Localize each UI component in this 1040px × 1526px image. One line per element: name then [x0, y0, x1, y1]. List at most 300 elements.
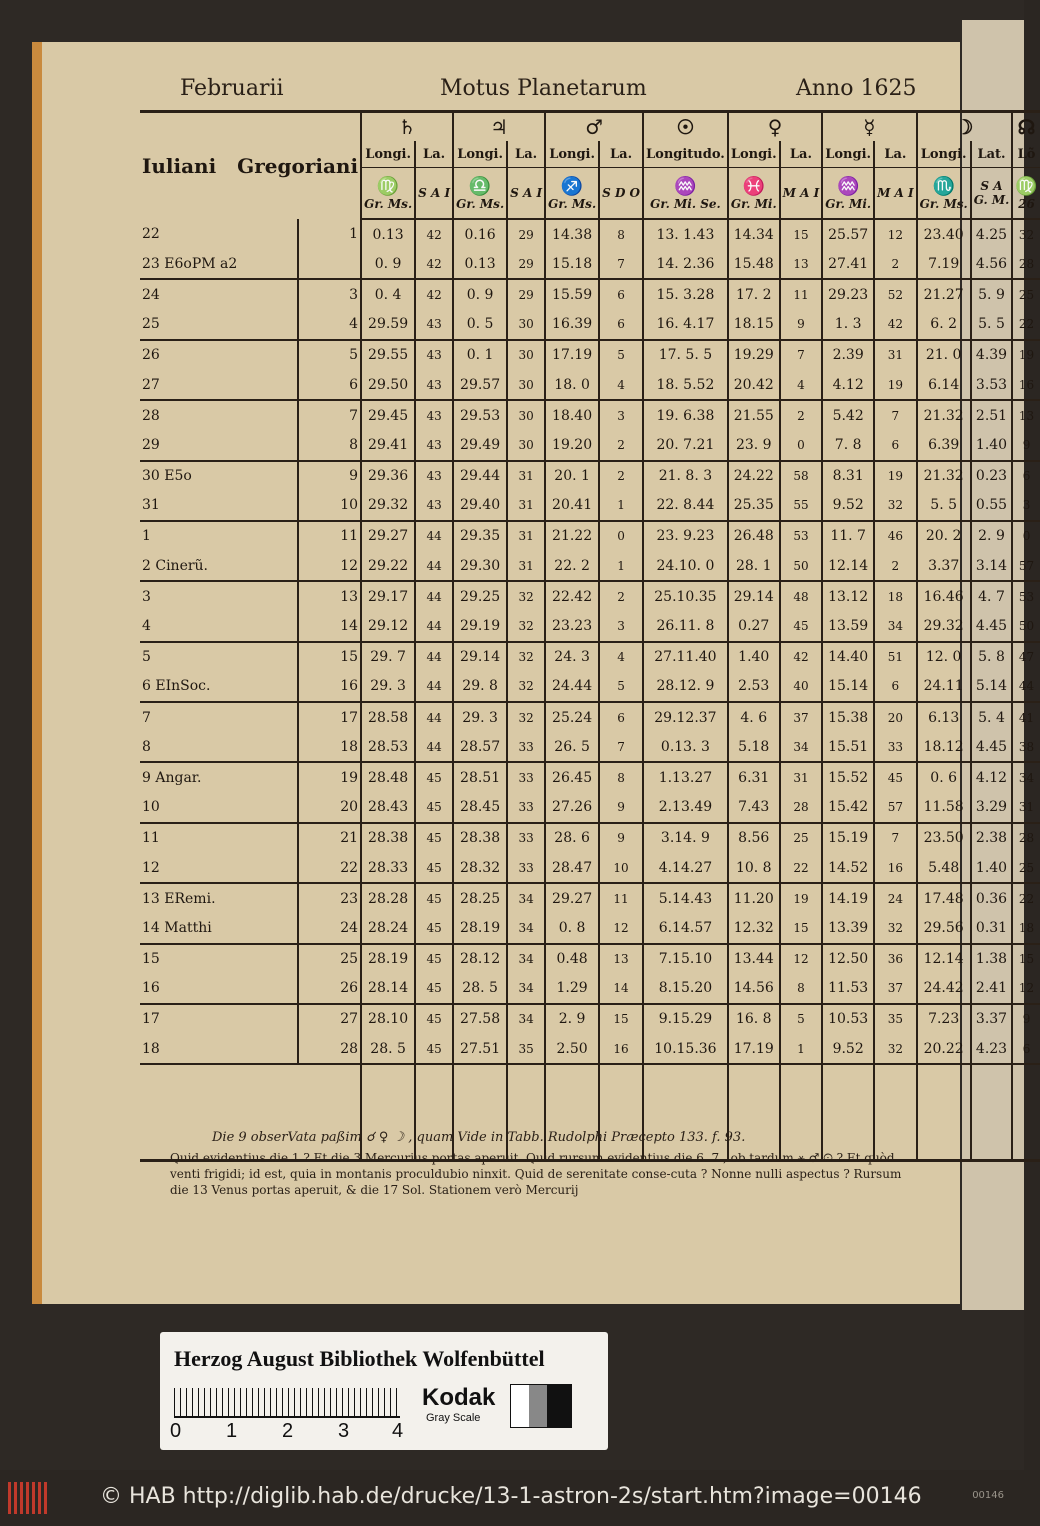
gregorian-date: 12 — [298, 551, 361, 581]
sun-longitude: 15. 3.28 — [643, 279, 728, 309]
mars-latitude: 10 — [599, 853, 643, 883]
table-row — [140, 521, 1040, 551]
mercury-latitude: 36 — [874, 944, 917, 974]
pisces-sign-icon: ♓ — [742, 175, 765, 197]
node-longitude: 12 — [1012, 974, 1039, 1004]
mercury-longitude: 8.31 — [822, 461, 874, 491]
header-title: Motus Planetarum — [440, 76, 647, 101]
table-blank-footer — [140, 1064, 1040, 1161]
mercury-longitude: 10.53 — [822, 1004, 874, 1034]
table-row — [140, 581, 1040, 611]
moon-latitude: 4. 7 — [971, 581, 1013, 611]
venus-la-label: La. — [780, 141, 823, 168]
mercury-longitude: 2.39 — [822, 340, 874, 370]
julian-date: 25 — [140, 310, 298, 340]
venus-latitude: 5 — [780, 1004, 823, 1034]
saturn-latitude: 43 — [415, 430, 453, 460]
mars-latitude: 16 — [599, 1034, 643, 1064]
saturn-latitude: 43 — [415, 370, 453, 400]
saturn-longitude: 28. 5 — [361, 1034, 415, 1064]
venus-latitude: 11 — [780, 279, 823, 309]
table-row — [140, 1034, 1040, 1064]
mars-latitude: 2 — [599, 461, 643, 491]
sun-longitude: 27.11.40 — [643, 642, 728, 672]
mercury-longitude: 9.52 — [822, 491, 874, 521]
commentary-note: Quid evidentius die 1 ? Et die 3 Mercurius portas aperuit. Quid rursum evidentius die 6. 7 , ob tardum ⚹ ♂ ☉ ? Et quòd venti frigidi; id est, quia in montanis proculdubio ninxit. Quid de serenitate conse-cuta ? Nonne nulli aspectus ? Rursum die 13 Venus portas aperuit, & die 17 Sol. Stationem verò Mercurij — [170, 1151, 902, 1197]
mercury-longitude: 29.23 — [822, 279, 874, 309]
ephemeris-table — [140, 110, 1040, 1162]
moon-latitude: 0.55 — [971, 491, 1013, 521]
node-longitude: 15 — [1012, 944, 1039, 974]
venus-latitude: 22 — [780, 853, 823, 883]
sun-longitude: 19. 6.38 — [643, 400, 728, 430]
mercury-latitude: 31 — [874, 340, 917, 370]
julian-date: 4 — [140, 611, 298, 641]
julian-date: 17 — [142, 1011, 160, 1028]
gray-scale-label: Gray Scale — [426, 1412, 481, 1424]
ruler-tick-1: 1 — [226, 1420, 238, 1442]
mars-latitude: 1 — [599, 491, 643, 521]
moon-latitude: 5. 5 — [971, 310, 1013, 340]
moon-longitude: 20. 2 — [917, 521, 971, 551]
jupiter-symbol: ♃ — [453, 112, 545, 142]
table-row — [140, 732, 1040, 762]
mercury-latitude: 45 — [874, 762, 917, 792]
table-row — [140, 370, 1040, 400]
gregorian-date: 17 — [298, 702, 361, 732]
saturn-longitude: 28.48 — [361, 762, 415, 792]
mars-longitude: 22.42 — [545, 581, 599, 611]
jupiter-latitude: 34 — [507, 1004, 545, 1034]
node-longitude: 31 — [1012, 793, 1039, 823]
mars-longitude: 2.50 — [545, 1034, 599, 1064]
jupiter-longitude: 27.51 — [453, 1034, 507, 1064]
mercury-longitude: 15.51 — [822, 732, 874, 762]
venus-symbol: ♀ — [728, 112, 822, 142]
jupiter-longitude: 29.40 — [453, 491, 507, 521]
mercury-latitude: 42 — [874, 310, 917, 340]
julian-date: 11 — [142, 830, 160, 847]
jupiter-longitude: 29. 3 — [453, 702, 507, 732]
venus-longitude: 14.34 — [728, 219, 780, 249]
venus-longitude: 4. 6 — [728, 702, 780, 732]
sun-longitude: 2.13.49 — [643, 793, 728, 823]
saturn-longitude: 29.55 — [361, 340, 415, 370]
jupiter-longitude: 29.57 — [453, 370, 507, 400]
saturn-latitude: 45 — [415, 913, 453, 943]
venus-longitude: 15.48 — [728, 249, 780, 279]
blank-cell — [361, 1064, 415, 1161]
saturn-longitude: 28.10 — [361, 1004, 415, 1034]
node-longitude: 28 — [1012, 823, 1039, 853]
mars-latitude: 14 — [599, 974, 643, 1004]
venus-latitude: 7 — [780, 340, 823, 370]
mars-latitude: 3 — [599, 611, 643, 641]
venus-latitude: 12 — [780, 944, 823, 974]
venus-longitude: 12.32 — [728, 913, 780, 943]
moon-longitude: 23.50 — [917, 823, 971, 853]
date-header — [140, 112, 361, 220]
venus-longitude: 20.42 — [728, 370, 780, 400]
node-longitude: 9 — [1012, 430, 1039, 460]
sun-sign-cell — [643, 168, 728, 220]
saturn-longitude: 28.43 — [361, 793, 415, 823]
blank-cell — [140, 1064, 361, 1161]
saturn-latitude: 44 — [415, 642, 453, 672]
julian-date: 6 EInSoc. — [140, 672, 298, 702]
sun-symbol: ☉ — [643, 112, 728, 142]
sun-longitude: 24.10. 0 — [643, 551, 728, 581]
mars-longitude: 24. 3 — [545, 642, 599, 672]
sun-longitude: 26.11. 8 — [643, 611, 728, 641]
moon-latitude: 4.45 — [971, 611, 1013, 641]
node-longitude: 38 — [1012, 732, 1039, 762]
jupiter-latitude: 33 — [507, 823, 545, 853]
jupiter-longitude: 29.53 — [453, 400, 507, 430]
hab-logo-icon[interactable] — [8, 1482, 48, 1514]
mars-latitude: 6 — [599, 702, 643, 732]
moon-latitude: 0.23 — [971, 461, 1013, 491]
venus-longitude: 26.48 — [728, 521, 780, 551]
blank-cell — [545, 1064, 599, 1161]
julian-date: 3 — [142, 588, 151, 605]
venus-longitude: 18.15 — [728, 310, 780, 340]
blank-cell — [917, 1064, 971, 1161]
node-longitude: 25 — [1012, 853, 1039, 883]
venus-latitude: 34 — [780, 732, 823, 762]
table-row — [140, 310, 1040, 340]
mars-longitude: 25.24 — [545, 702, 599, 732]
jupiter-lat-dir: S A I — [507, 168, 545, 220]
node-longitude: 0 — [1012, 521, 1039, 551]
mercury-latitude: 20 — [874, 702, 917, 732]
jupiter-longitude: 28.57 — [453, 732, 507, 762]
venus-latitude: 50 — [780, 551, 823, 581]
mars-latitude: 11 — [599, 883, 643, 913]
saturn-units: Gr. Ms. — [364, 196, 413, 211]
ruler-tick-0: 0 — [170, 1420, 182, 1442]
moon-latitude: 4.23 — [971, 1034, 1013, 1064]
jupiter-latitude: 34 — [507, 944, 545, 974]
julian-date: 8 — [140, 732, 298, 762]
mercury-longitude: 27.41 — [822, 249, 874, 279]
jupiter-latitude: 32 — [507, 672, 545, 702]
jupiter-latitude: 30 — [507, 370, 545, 400]
sun-longitude: 21. 8. 3 — [643, 461, 728, 491]
venus-latitude: 40 — [780, 672, 823, 702]
gregorian-date: 21 — [298, 823, 361, 853]
mercury-latitude: 6 — [874, 672, 917, 702]
mercury-longitude: 15.52 — [822, 762, 874, 792]
mercury-latitude: 35 — [874, 1004, 917, 1034]
moon-longitude: 6.13 — [917, 702, 971, 732]
mercury-symbol: ☿ — [822, 112, 916, 142]
mars-longitude: 23.23 — [545, 611, 599, 641]
mercury-latitude: 7 — [874, 823, 917, 853]
node-longitude: 57 — [1012, 551, 1039, 581]
venus-longitude: 14.56 — [728, 974, 780, 1004]
mars-longitude: 1.29 — [545, 974, 599, 1004]
node-sign-cell — [1012, 168, 1039, 220]
mercury-latitude: 37 — [874, 974, 917, 1004]
venus-latitude: 4 — [780, 370, 823, 400]
sun-longitude: 16. 4.17 — [643, 310, 728, 340]
sun-longitude: 3.14. 9 — [643, 823, 728, 853]
mercury-longi-label: Longi. — [822, 141, 874, 168]
venus-longitude: 8.56 — [728, 823, 780, 853]
gray-scale-swatch — [510, 1384, 572, 1428]
table-row — [140, 762, 1040, 792]
julian-date: 2 Cinerũ. — [140, 551, 298, 581]
saturn-latitude: 44 — [415, 521, 453, 551]
aquarius-sign-icon: ♒ — [836, 175, 860, 197]
table-row — [140, 400, 1040, 430]
sun-longitude: 13. 1.43 — [643, 219, 728, 249]
julian-date: 14 Matthi — [140, 913, 298, 943]
moon-latitude: 3.29 — [971, 793, 1013, 823]
table-row — [140, 642, 1040, 672]
mercury-sign-cell — [822, 168, 874, 220]
table-row — [140, 249, 1040, 279]
jupiter-latitude: 29 — [507, 279, 545, 309]
table-row — [140, 672, 1040, 702]
mars-latitude: 1 — [599, 551, 643, 581]
table-row — [140, 823, 1040, 853]
mars-sign-cell — [545, 168, 599, 220]
venus-longitude: 19.29 — [728, 340, 780, 370]
node-lo-label: Lõ — [1012, 141, 1039, 168]
saturn-sign-cell — [361, 168, 415, 220]
table-row — [140, 340, 1040, 370]
jupiter-longitude: 28.12 — [453, 944, 507, 974]
jupiter-latitude: 33 — [507, 732, 545, 762]
saturn-longitude: 0. 9 — [361, 249, 415, 279]
mars-longitude: 22. 2 — [545, 551, 599, 581]
venus-latitude: 45 — [780, 611, 823, 641]
venus-longitude: 13.44 — [728, 944, 780, 974]
footer-url[interactable]: © HAB http://diglib.hab.de/drucke/13-1-astron-2s/start.htm?image=00146 — [100, 1484, 922, 1509]
saturn-latitude: 44 — [415, 581, 453, 611]
venus-latitude: 55 — [780, 491, 823, 521]
node-longitude: 6 — [1012, 461, 1039, 491]
sun-longitude: 6.14.57 — [643, 913, 728, 943]
jupiter-longitude: 28.25 — [453, 883, 507, 913]
jupiter-latitude: 35 — [507, 1034, 545, 1064]
gregorian-date: 8 — [298, 430, 361, 460]
moon-latitude: 5. 8 — [971, 642, 1013, 672]
moon-latitude: 1.40 — [971, 853, 1013, 883]
julian-date: 13 ERemi. — [142, 890, 216, 907]
jupiter-longitude: 0.13 — [453, 249, 507, 279]
aquarius-sign-icon: ♒ — [674, 175, 697, 197]
venus-latitude: 1 — [780, 1034, 823, 1064]
jupiter-latitude: 34 — [507, 883, 545, 913]
jupiter-latitude: 32 — [507, 642, 545, 672]
mercury-latitude: 52 — [874, 279, 917, 309]
saturn-longitude: 29.36 — [361, 461, 415, 491]
mars-latitude: 2 — [599, 430, 643, 460]
saturn-longitude: 29. 7 — [361, 642, 415, 672]
mercury-longitude: 11.53 — [822, 974, 874, 1004]
moon-longitude: 6.39 — [917, 430, 971, 460]
julian-date: 1 — [142, 528, 151, 545]
venus-latitude: 53 — [780, 521, 823, 551]
moon-lat-label: Lat. — [971, 141, 1013, 168]
jupiter-longitude: 28.32 — [453, 853, 507, 883]
saturn-latitude: 42 — [415, 219, 453, 249]
moon-longitude: 24.11 — [917, 672, 971, 702]
saturn-symbol: ♄ — [361, 112, 453, 142]
venus-longitude: 25.35 — [728, 491, 780, 521]
jupiter-latitude: 32 — [507, 611, 545, 641]
mercury-latitude: 32 — [874, 491, 917, 521]
mars-longitude: 26.45 — [545, 762, 599, 792]
mars-longitude: 28. 6 — [545, 823, 599, 853]
mercury-units: Gr. Mi. — [825, 196, 872, 211]
saturn-longitude: 29.22 — [361, 551, 415, 581]
node-start: 26 — [1018, 196, 1035, 211]
mercury-longitude: 12.14 — [822, 551, 874, 581]
moon-latitude: 1.40 — [971, 430, 1013, 460]
jupiter-latitude: 30 — [507, 310, 545, 340]
kodak-logo: Kodak — [422, 1384, 496, 1411]
julian-date: 28 — [142, 407, 160, 424]
mars-longitude: 15.59 — [545, 279, 599, 309]
gregorian-date: 22 — [298, 853, 361, 883]
moon-longitude: 21.32 — [917, 400, 971, 430]
saturn-la-label: La. — [415, 141, 453, 168]
gregorian-date: 9 — [298, 461, 361, 491]
jupiter-longitude: 29.49 — [453, 430, 507, 460]
mars-la-label: La. — [599, 141, 643, 168]
moon-units: Gr. Ms. — [919, 196, 968, 211]
venus-lat-dir: M A I — [780, 168, 823, 220]
mercury-latitude: 46 — [874, 521, 917, 551]
venus-latitude: 8 — [780, 974, 823, 1004]
moon-longitude: 5.48 — [917, 853, 971, 883]
mercury-latitude: 7 — [874, 400, 917, 430]
jupiter-longitude: 29. 8 — [453, 672, 507, 702]
table-row — [140, 611, 1040, 641]
saturn-longitude: 0.13 — [361, 219, 415, 249]
jupiter-latitude: 34 — [507, 974, 545, 1004]
saturn-latitude: 45 — [415, 793, 453, 823]
gregorian-date: 6 — [298, 370, 361, 400]
mars-longitude: 17.19 — [545, 340, 599, 370]
saturn-latitude: 45 — [415, 762, 453, 792]
moon-longitude: 21.32 — [917, 461, 971, 491]
sun-longitudo-label: Longitudo. — [643, 141, 728, 168]
node-symbol: ☊ — [1012, 112, 1039, 142]
sun-units: Gr. Mi. Se. — [650, 196, 721, 211]
sun-longitude: 1.13.27 — [643, 762, 728, 792]
mercury-latitude: 6 — [874, 430, 917, 460]
saturn-longitude: 29. 3 — [361, 672, 415, 702]
ruler-tick-3: 3 — [338, 1420, 350, 1442]
mercury-latitude: 32 — [874, 913, 917, 943]
mars-longitude: 14.38 — [545, 219, 599, 249]
saturn-latitude: 45 — [415, 1034, 453, 1064]
mercury-latitude: 57 — [874, 793, 917, 823]
blank-cell — [728, 1064, 780, 1161]
jupiter-latitude: 34 — [507, 913, 545, 943]
venus-longitude: 1.40 — [728, 642, 780, 672]
saturn-longitude: 28.53 — [361, 732, 415, 762]
saturn-latitude: 44 — [415, 611, 453, 641]
moon-longitude: 12. 0 — [917, 642, 971, 672]
venus-longitude: 24.22 — [728, 461, 780, 491]
moon-latitude: 3.14 — [971, 551, 1013, 581]
mercury-longitude: 14.19 — [822, 883, 874, 913]
moon-latitude: 4.25 — [971, 219, 1013, 249]
julian-date: 27 — [140, 370, 298, 400]
gregorian-date: 26 — [298, 974, 361, 1004]
table-row — [140, 702, 1040, 732]
table-row — [140, 944, 1040, 974]
mercury-longitude: 4.12 — [822, 370, 874, 400]
mars-longitude: 28.47 — [545, 853, 599, 883]
blank-cell — [780, 1064, 823, 1161]
blank-cell — [1012, 1064, 1039, 1161]
mars-longitude: 15.18 — [545, 249, 599, 279]
saturn-longitude: 29.32 — [361, 491, 415, 521]
blank-cell — [507, 1064, 545, 1161]
moon-longitude: 24.42 — [917, 974, 971, 1004]
julian-date: 30 E5o — [142, 468, 192, 485]
saturn-latitude: 45 — [415, 1004, 453, 1034]
mercury-latitude: 2 — [874, 249, 917, 279]
mercury-latitude: 19 — [874, 370, 917, 400]
saturn-latitude: 43 — [415, 310, 453, 340]
moon-longitude: 17.48 — [917, 883, 971, 913]
moon-latitude: 4.45 — [971, 732, 1013, 762]
sun-longitude: 22. 8.44 — [643, 491, 728, 521]
mercury-longitude: 1. 3 — [822, 310, 874, 340]
jupiter-longitude: 29.35 — [453, 521, 507, 551]
moon-latitude: 2.41 — [971, 974, 1013, 1004]
jupiter-latitude: 31 — [507, 461, 545, 491]
jupiter-latitude: 33 — [507, 762, 545, 792]
saturn-latitude: 42 — [415, 249, 453, 279]
venus-latitude: 48 — [780, 581, 823, 611]
mars-latitude: 8 — [599, 219, 643, 249]
saturn-longitude: 28.28 — [361, 883, 415, 913]
venus-latitude: 31 — [780, 762, 823, 792]
moon-longitude: 18.12 — [917, 732, 971, 762]
table-row — [140, 279, 1040, 309]
jupiter-latitude: 32 — [507, 702, 545, 732]
julian-date: 9 Angar. — [142, 769, 202, 786]
libra-sign-icon: ♎ — [468, 175, 492, 197]
saturn-longitude: 28.38 — [361, 823, 415, 853]
gregorian-date: 27 — [298, 1004, 361, 1034]
mars-longitude: 19.20 — [545, 430, 599, 460]
ruler-tick-4: 4 — [392, 1420, 404, 1442]
gregorian-date: 1 — [298, 219, 361, 249]
mars-longitude: 18. 0 — [545, 370, 599, 400]
gregorian-date: 28 — [298, 1034, 361, 1064]
jupiter-la-label: La. — [507, 141, 545, 168]
moon-longitude: 21.27 — [917, 279, 971, 309]
mars-latitude: 4 — [599, 642, 643, 672]
gregorian-date: 11 — [298, 521, 361, 551]
venus-longitude: 21.55 — [728, 400, 780, 430]
sun-longitude: 17. 5. 5 — [643, 340, 728, 370]
venus-longitude: 28. 1 — [728, 551, 780, 581]
venus-sign-cell — [728, 168, 780, 220]
sun-longitude: 5.14.43 — [643, 883, 728, 913]
venus-longitude: 6.31 — [728, 762, 780, 792]
